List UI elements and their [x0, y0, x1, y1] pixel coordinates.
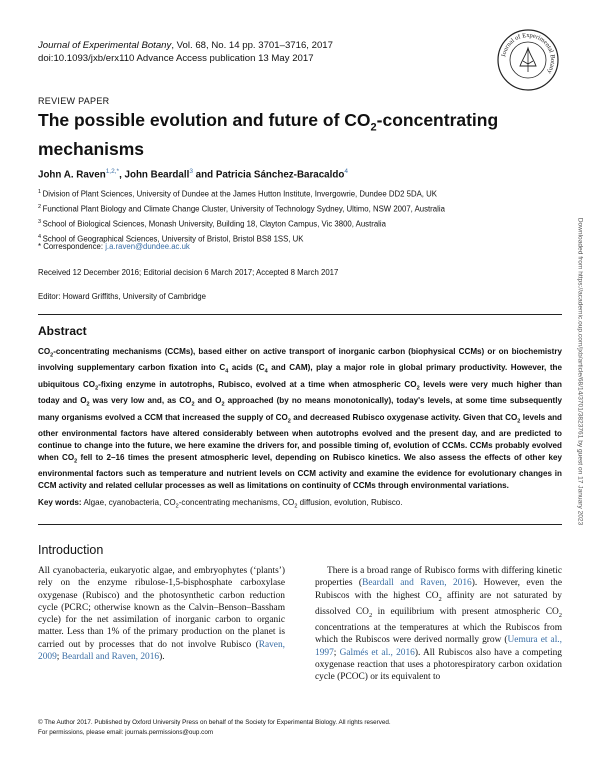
affiliation-text: School of Biological Sciences, Monash University, Building 18, Clayton Campus, Vic 3800, Australia: [42, 219, 386, 229]
intro-text: ;: [333, 647, 340, 658]
keywords-subscript: 2: [294, 503, 298, 510]
affiliation-number: 4: [38, 233, 43, 240]
abstract-subscript: 2: [50, 352, 54, 359]
author-affiliation-marker[interactable]: 3: [189, 168, 193, 175]
intro-text: in equilibrium with present atmospheric CO: [372, 606, 559, 617]
affiliation-text: School of Geographical Sciences, University of Bristol, Bristol BS8 1SS, UK: [42, 234, 304, 244]
author-list: [38, 168, 348, 180]
abstract-text: and decreased Rubisco oxygenase activity. Given that CO: [290, 412, 518, 422]
affiliation-number: 3: [38, 218, 43, 225]
journal-citation: [38, 40, 333, 53]
abstract-text: -concentrating mechanisms (CCMs), based either on active transport of inorganic carbon (biophysical CCMs) or on biochemistry involving supplementary carbon fixation into C: [38, 347, 562, 373]
intro-text: affinity are not saturated by dissolved CO: [315, 590, 562, 617]
affiliation-text: Division of Plant Sciences, University of Dundee at the James Hutton Institute, Invergowrie, Dundee DD2 5DA, UK: [42, 189, 437, 199]
affiliation-item: [38, 201, 538, 216]
divider: [38, 314, 562, 315]
article-dates: Received 12 December 2016; Editorial decision 6 March 2017; Accepted 8 March 2017: [38, 268, 339, 277]
intro-subscript: 2: [438, 595, 442, 603]
intro-column-left: [38, 565, 285, 663]
author-name: Patricia Sánchez-Baracaldo: [215, 169, 345, 181]
citation-link[interactable]: Beardall and Raven, 2016: [61, 652, 160, 663]
abstract-subscript: 2: [191, 401, 195, 408]
intro-subscript: 2: [368, 611, 373, 619]
author-name: John A. Raven: [38, 169, 106, 181]
citation-link[interactable]: Beardall and Raven, 2016: [362, 578, 472, 589]
intro-text: ). All Rubiscos also have a competing oxygenase reaction that uses a photorespiratory carbon oxidation cycle (PCOC) or its equivalent to: [315, 647, 562, 683]
abstract-text: levels and other environmental factors have altered considerably between when autotrophs evolved and the present day, and are predicted to continue to change into the future, we here examine the drivers for, and possible timing of, evolution of CCMs. CCMs probably evolved when CO: [38, 412, 563, 462]
author-name: John Beardall: [124, 169, 190, 181]
author-separator: ,: [119, 169, 125, 181]
abstract-subscript: 2: [74, 458, 78, 465]
abstract-text: and CAM), play a major role in global primary productivity. However, the ubiquitous CO: [38, 363, 562, 389]
correspondence-label: * Correspondence:: [38, 242, 106, 251]
abstract-text: levels were very much higher than today and O: [38, 379, 563, 406]
citation-link[interactable]: Raven, 2009: [38, 639, 285, 663]
keywords-text: Algae, cyanobacteria, CO: [81, 498, 176, 507]
abstract-text: acids (C: [228, 363, 265, 373]
abstract-text: fell to 2–16 times the present atmospheric level, depending on Rubisco kinetics. We also assess the effects of other key environmental factors such as temperature and nutrient levels on CCM activity and examine the evidence for evolutionary changes in CCM activity and related cellular processes as well as limitations on continuity of CCMs through environmental variations.: [38, 452, 562, 490]
journal-doi: doi:10.1093/jxb/erx110 Advance Access publication 13 May 2017: [38, 52, 314, 64]
introduction-heading: Introduction: [38, 543, 104, 557]
intro-subscript: 2: [558, 611, 562, 619]
affiliation-text: Functional Plant Biology and Climate Change Cluster, University of Technology Sydney, Ultimo, NSW 2007, Australia: [42, 204, 445, 214]
keywords: [38, 498, 562, 510]
journal-name: Journal of Experimental Botany: [38, 40, 172, 51]
copyright-line: © The Author 2017. Published by Oxford University Press on behalf of the Society for Experimental Biology. All rights reserved.: [38, 719, 391, 726]
abstract-subscript: 4: [264, 369, 268, 376]
divider: [38, 524, 562, 525]
title-part1: The possible evolution and future of CO: [38, 110, 371, 130]
download-notice: Downloaded from https://academic.oup.com/jxb/article/68/14/3701/3823761 by guest on 17 January 2023: [576, 217, 584, 526]
intro-text: ;: [56, 652, 62, 663]
intro-text: There is a broad range of Rubisco forms with differing kinetic properties (: [315, 566, 562, 589]
journal-header: [38, 40, 333, 65]
affiliation-number: 2: [38, 203, 43, 210]
article-title: [38, 110, 538, 160]
author-affiliation-marker[interactable]: 1,2,*: [105, 168, 120, 175]
svg-text:Journal of Experimental Botany: Journal of Experimental Botany: [500, 31, 557, 75]
title-subscript: 2: [370, 121, 377, 134]
title-part2: -concentrating mechanisms: [38, 110, 499, 159]
abstract-text: and O: [194, 396, 222, 406]
abstract-heading: Abstract: [38, 324, 87, 338]
download-sidebar: [575, 150, 585, 600]
journal-volume: , Vol. 68, No. 14 pp. 3701–3716, 2017: [171, 40, 333, 51]
intro-text: ). However, even the Rubiscos with the highest CO: [315, 578, 563, 601]
abstract-text: approached (by no means monotonically), today's levels, at some time subsequently many organisms evolved a CCM that increased the supply of CO: [38, 396, 562, 422]
abstract-subscript: 2: [86, 401, 90, 408]
editor-line: Editor: Howard Griffiths, University of Cambridge: [38, 292, 206, 301]
abstract-subscript: 2: [221, 401, 225, 408]
permissions-line: For permissions, please email: journals.permissions@oup.com: [38, 728, 214, 736]
affiliations: [38, 186, 538, 246]
author-separator: and: [192, 169, 216, 181]
author-affiliation-marker[interactable]: 4: [344, 168, 348, 175]
affiliation-item: [38, 216, 538, 231]
abstract-subscript: 2: [95, 385, 99, 392]
abstract-text: CO: [38, 347, 51, 356]
abstract-text: -fixing enzyme in autotrophs, Rubisco, evolved at a time when atmospheric CO: [98, 379, 417, 389]
intro-text: ).: [159, 652, 165, 663]
abstract-text: was very low and, as CO: [89, 396, 192, 406]
intro-text: concentrations at the temperatures at which the Rubiscos from which the Rubiscos were derived normally grow (: [315, 622, 562, 646]
affiliation-item: [38, 186, 538, 201]
keywords-label: Key words:: [38, 498, 82, 507]
keywords-text: diffusion, evolution, Rubisco.: [297, 498, 403, 507]
intro-column-right: [315, 565, 562, 683]
keywords-text: -concentrating mechanisms, CO: [178, 498, 295, 507]
abstract-subscript: 2: [517, 418, 521, 425]
abstract-subscript: 2: [287, 418, 291, 425]
abstract-subscript: 4: [225, 369, 229, 376]
copyright-footer: [38, 718, 391, 737]
article-type: REVIEW PAPER: [38, 96, 110, 106]
abstract-body: [38, 346, 562, 492]
intro-paragraph-left: [38, 565, 285, 663]
keywords-subscript: 2: [175, 503, 179, 510]
journal-seal-logo: [496, 28, 560, 92]
abstract-subscript: 2: [416, 385, 420, 392]
citation-link[interactable]: Uemura et al., 1997: [315, 635, 562, 658]
intro-paragraph-right: [315, 565, 562, 683]
citation-link[interactable]: Galmés et al., 2016: [339, 647, 415, 658]
correspondence-email-link[interactable]: j.a.raven@dundee.ac.uk: [105, 242, 190, 251]
intro-text: All cyanobacteria, eukaryotic algae, and embryophytes (‘plants’) rely on the enzyme ribulose-1,5-bisphosphate carboxylase oxygenase (Rubisco) and the photosynthetic carbon reduction cycle (PCRC; otherwise known as the Calvin–Benson–Bassham cycle) for the net assimilation of inorganic carbon to organic matter. Less than 1% of the primary production on the planet is carried out by processes that do not involve Rubisco (: [38, 566, 285, 650]
affiliation-number: 1: [38, 189, 43, 195]
correspondence: [38, 242, 190, 251]
